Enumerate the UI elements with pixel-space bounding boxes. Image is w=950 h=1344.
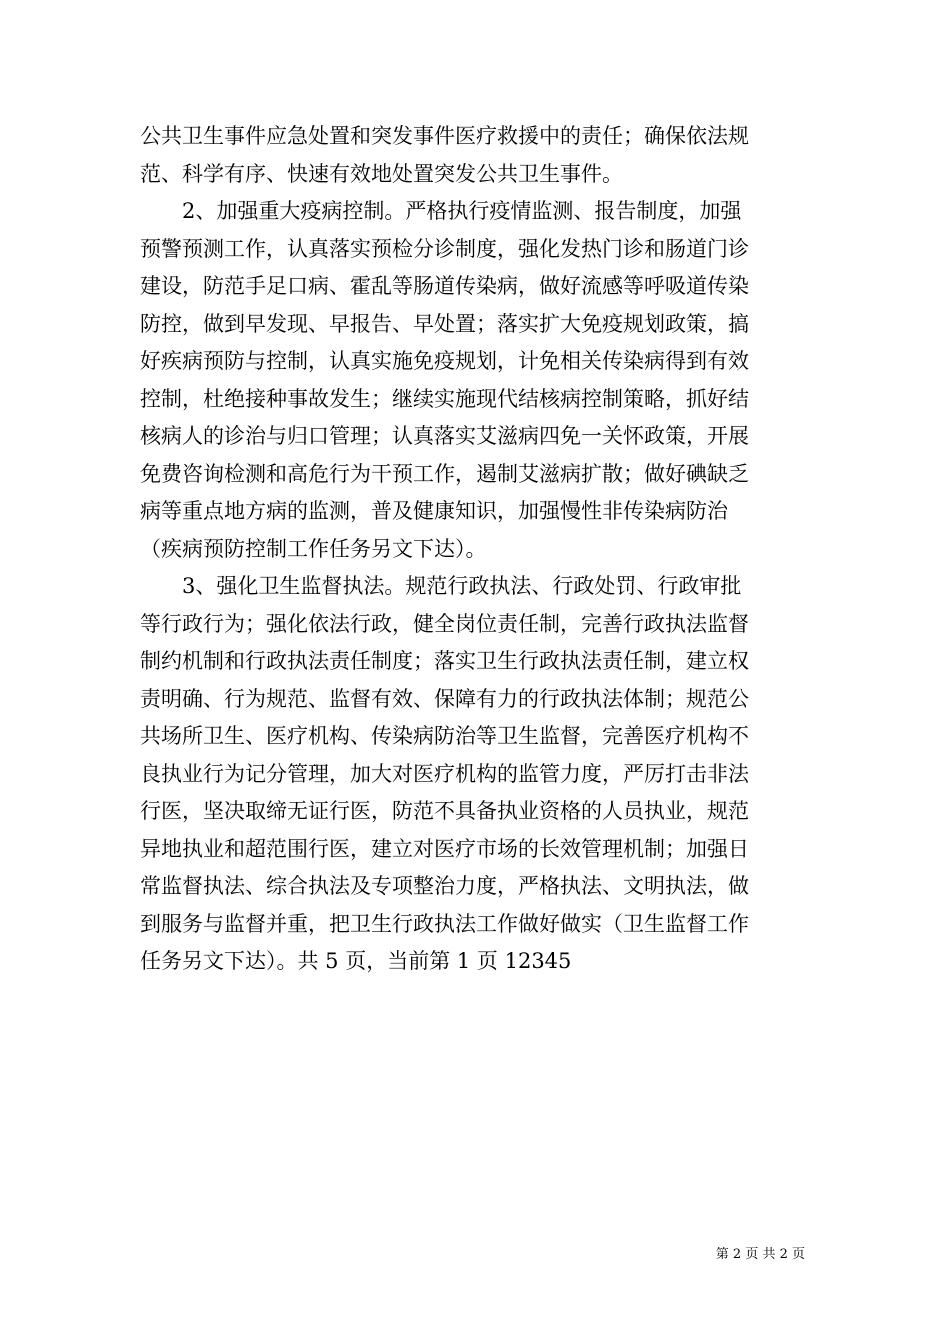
text-line: 公共卫生事件应急处置和突发事件医疗救援中的责任；确保依法规 xyxy=(140,124,749,148)
text-line: 建设，防范手足口病、霍乱等肠道传染病，做好流感等呼吸道传染 xyxy=(140,274,749,298)
text-line: 等行政行为；强化依法行政，健全岗位责任制，完善行政执法监督 xyxy=(140,611,749,636)
document-body xyxy=(140,118,816,981)
text-line: 2、加强重大疫病控制。严格执行疫情监测、报告制度，加强 xyxy=(140,199,742,223)
text-line: 共场所卫生、医疗机构、传染病防治等卫生监督，完善医疗机构不 xyxy=(140,724,749,748)
text-line: 范、科学有序、快速有效地处置突发公共卫生事件。 xyxy=(140,161,623,186)
paragraph-1 xyxy=(140,118,816,193)
text-line: 预警预测工作，认真落实预检分诊制度，强化发热门诊和肠道门诊 xyxy=(140,236,749,261)
text-line: （疾病预防控制工作任务另文下达）。 xyxy=(140,536,487,561)
text-line: 3、强化卫生监督执法。规范行政执法、行政处罚、行政审批 xyxy=(140,574,742,598)
text-line: 好疾病预防与控制，认真实施免疫规划，计免相关传染病得到有效 xyxy=(140,349,749,373)
text-line: 病等重点地方病的监测，普及健康知识，加强慢性非传染病防治 xyxy=(140,499,728,523)
text-line: 到服务与监督并重，把卫生行政执法工作做好做实（卫生监督工作 xyxy=(140,911,749,936)
text-line: 核病人的诊治与归口管理；认真落实艾滋病四免一关怀政策，开展 xyxy=(140,424,749,448)
text-line: 异地执业和超范围行医，建立对医疗市场的长效管理机制；加强日 xyxy=(140,836,749,861)
text-line: 行医，坚决取缔无证行医，防范不具备执业资格的人员执业，规范 xyxy=(140,799,749,823)
text-line: 控制，杜绝接种事故发生；继续实施现代结核病控制策略，抓好结 xyxy=(140,386,749,411)
text-line: 免费咨询检测和高危行为干预工作，遏制艾滋病扩散；做好碘缺乏 xyxy=(140,461,749,486)
text-line: 防控，做到早发现、早报告、早处置；落实扩大免疫规划政策，搞 xyxy=(140,311,749,336)
text-line: 常监督执法、综合执法及专项整治力度，严格执法、文明执法，做 xyxy=(140,874,749,898)
paragraph-3 xyxy=(140,568,816,981)
text-line: 责明确、行为规范、监督有效、保障有力的行政执法体制；规范公 xyxy=(140,686,749,711)
page-footer: 第 2 页 共 2 页 xyxy=(715,1247,805,1262)
paragraph-2 xyxy=(140,193,816,568)
text-line: 任务另文下达）。共 5 页，当前第 1 页 12345 xyxy=(140,949,572,973)
text-line: 制约机制和行政执法责任制度；落实卫生行政执法责任制，建立权 xyxy=(140,649,749,673)
text-line: 良执业行为记分管理，加大对医疗机构的监管力度，严厉打击非法 xyxy=(140,761,749,786)
